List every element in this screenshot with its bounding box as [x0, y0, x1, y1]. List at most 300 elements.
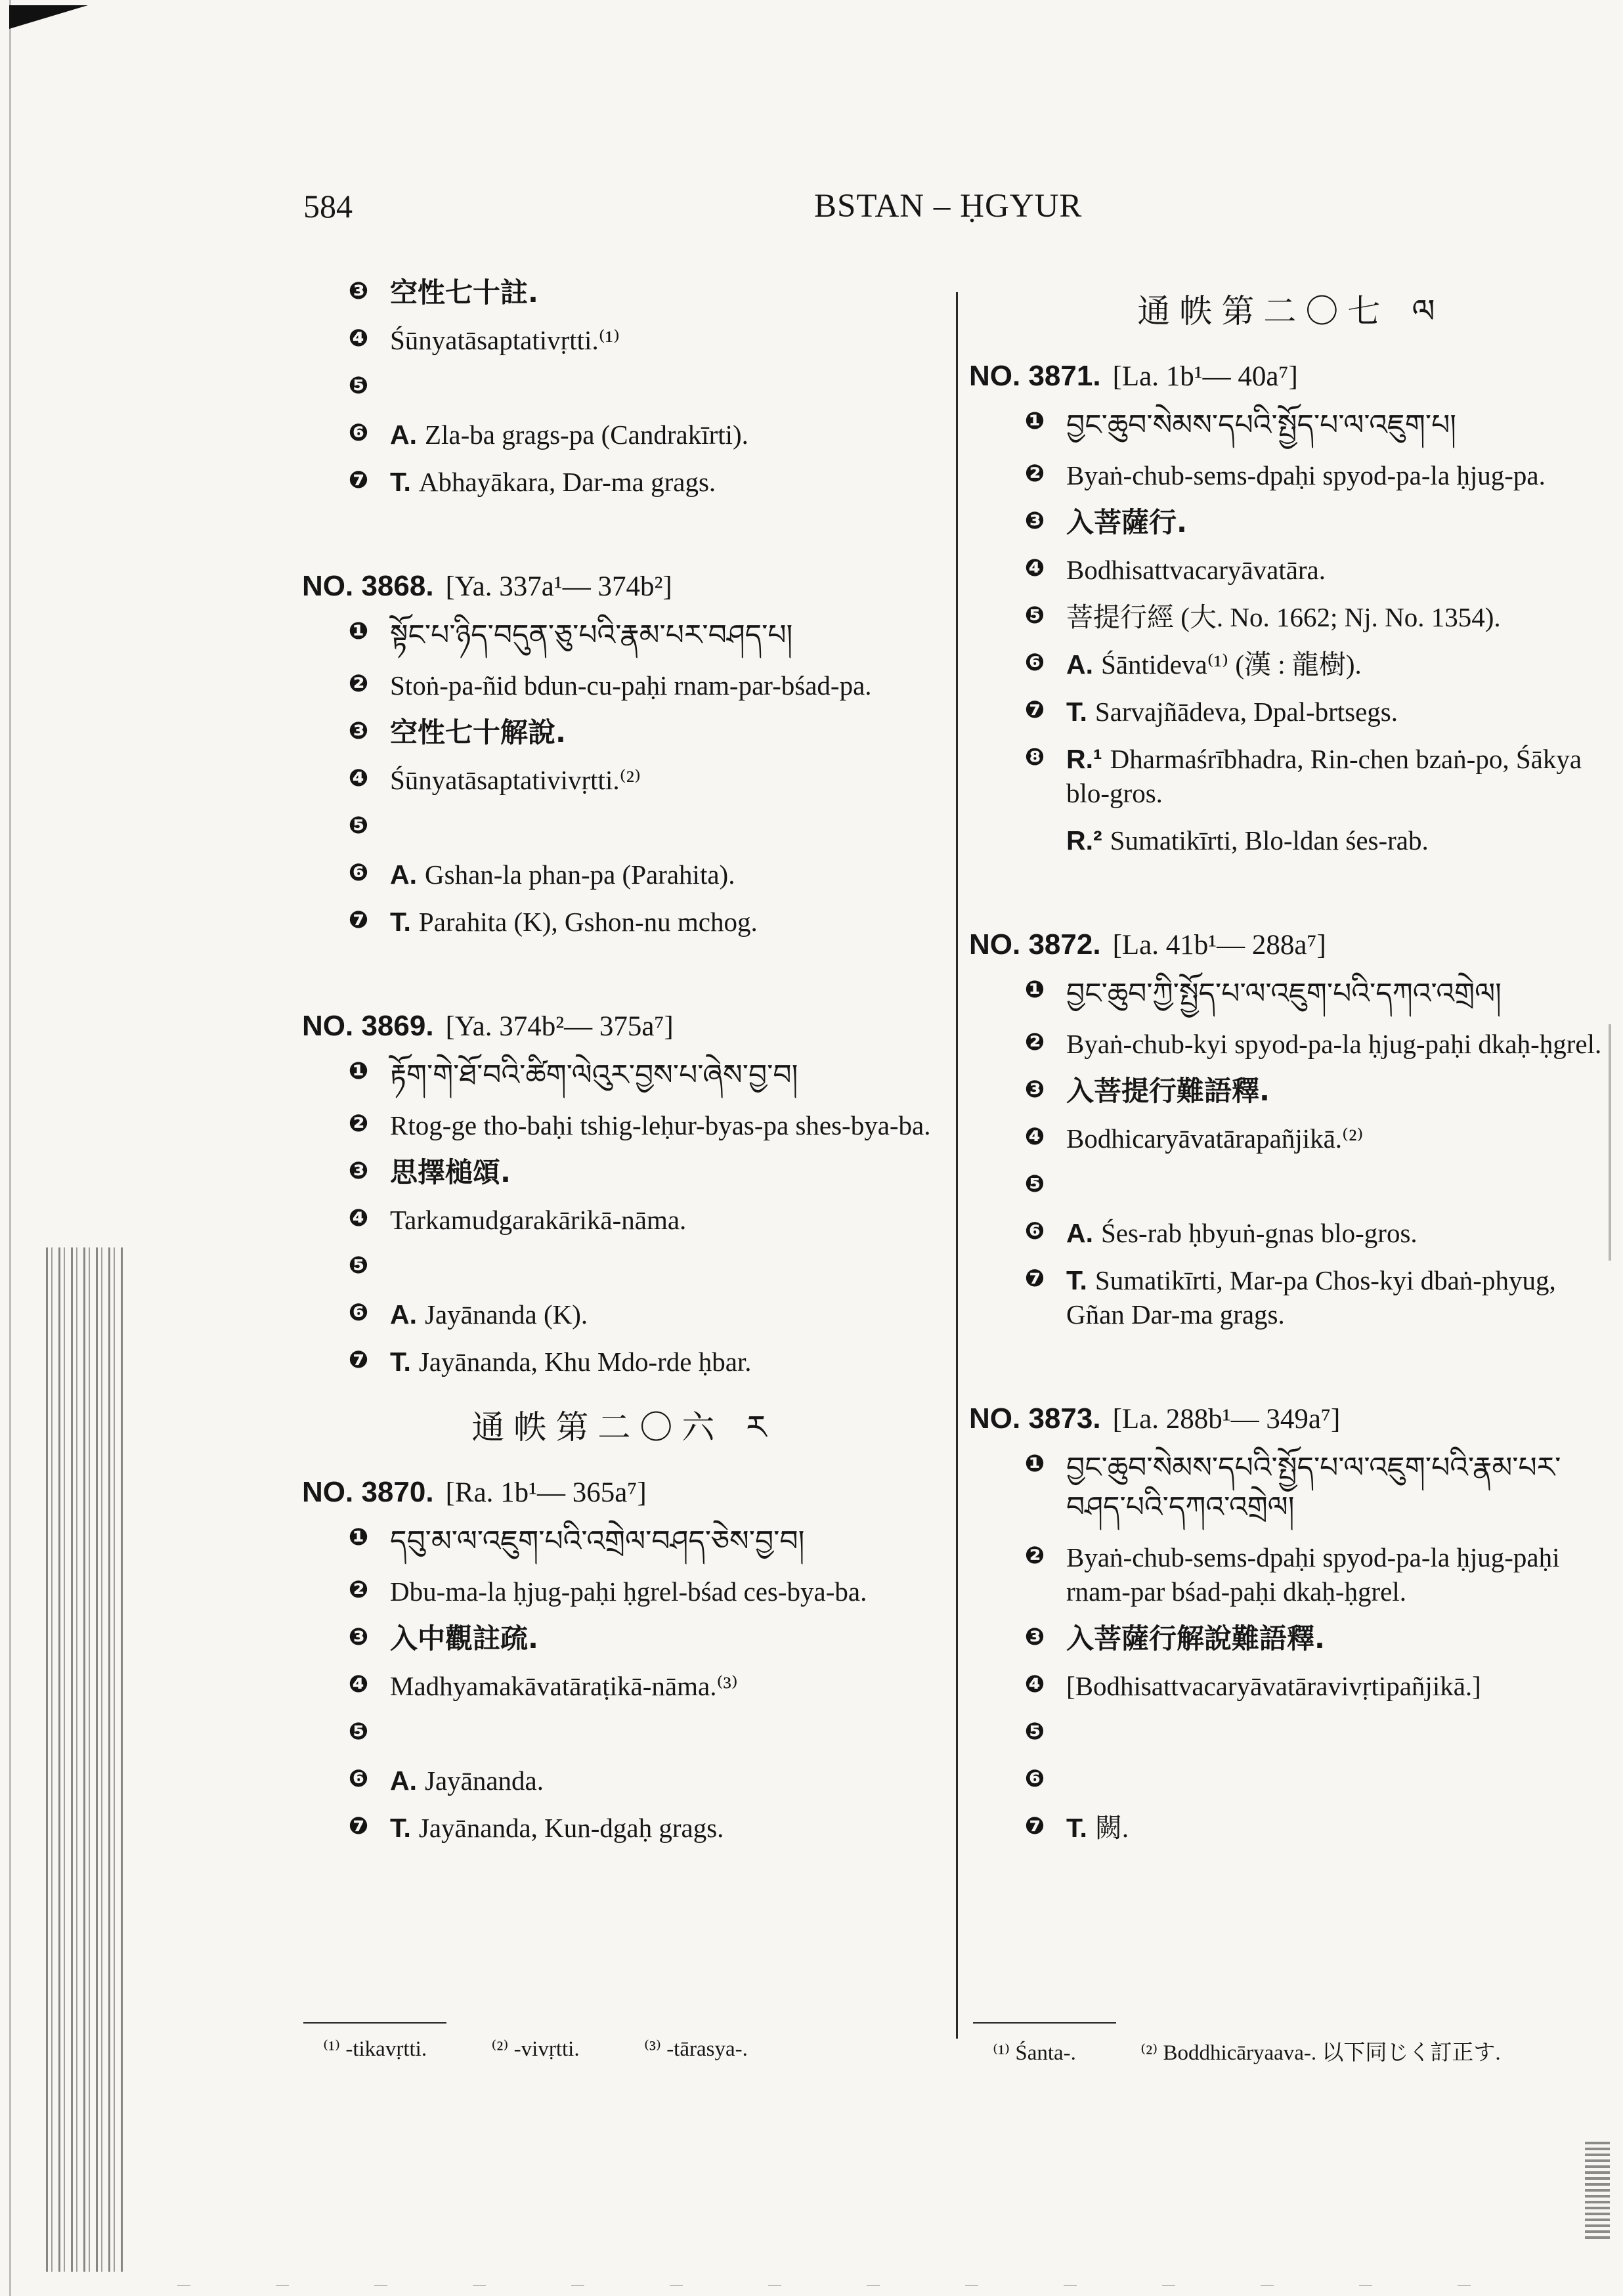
entry-3869	[302, 1056, 945, 1379]
field-row	[302, 763, 945, 797]
field-row	[302, 1203, 945, 1237]
field-number-marker: ❹	[1024, 554, 1045, 582]
field-number-marker: ❺	[1024, 1170, 1045, 1198]
field-text	[1056, 1811, 1612, 1845]
folio-reference: [La. 288b¹— 349a⁷]	[1112, 1404, 1341, 1435]
field-row	[302, 1522, 945, 1561]
field-row	[302, 1622, 945, 1656]
field-row	[302, 1297, 945, 1332]
field-number-column	[969, 1811, 1056, 1840]
left-column	[302, 276, 945, 1858]
field-row	[969, 458, 1612, 492]
field-text	[379, 1574, 945, 1609]
field-number-column	[302, 716, 379, 745]
field-value: 空性七十註.	[390, 276, 538, 309]
field-row	[969, 742, 1612, 810]
field-text	[1056, 1216, 1612, 1250]
field-number-marker: ❺	[1024, 601, 1045, 629]
field-number-marker: ❺	[348, 1251, 369, 1279]
field-text	[379, 1250, 945, 1284]
field-number-column	[969, 695, 1056, 724]
field-number-marker: ❹	[348, 1670, 369, 1698]
field-text	[379, 857, 945, 892]
field-number-column	[969, 1622, 1056, 1651]
field-number-marker: ❶	[1024, 976, 1045, 1003]
field-text	[1056, 695, 1612, 729]
field-value: Byaṅ-chub-kyi spyod-pa-la ḥjug-paḥi dkaḥ-ḥgrel.	[1066, 1029, 1602, 1059]
field-text	[1056, 1622, 1612, 1656]
field-text	[1056, 406, 1612, 445]
field-row	[302, 465, 945, 499]
field-number-column	[302, 1108, 379, 1137]
running-head: BSTAN – ḤGYUR	[814, 188, 1083, 225]
folio-reference: [Ra. 1b¹— 365a⁷]	[445, 1477, 647, 1508]
field-value: Bodhicaryāvatārapañjikā.⁽²⁾	[1066, 1123, 1364, 1154]
field-number-column	[302, 668, 379, 697]
footnote-2: ⁽²⁾ -vivṛtti.	[491, 2037, 580, 2061]
field-number-column	[969, 1448, 1056, 1477]
field-row	[969, 1764, 1612, 1798]
footnote-rule-left	[303, 2022, 446, 2024]
field-number-column	[302, 323, 379, 352]
field-text	[1056, 600, 1612, 634]
field-number-column	[302, 370, 379, 399]
field-row	[302, 1574, 945, 1609]
field-value: སྟོང་པ་ཉིད་བདུན་ཅུ་པའི་རྣམ་པར་བཤད་པ།	[390, 618, 793, 652]
entry-number: NO. 3869.	[302, 1010, 434, 1042]
entry-3867-continued	[302, 276, 945, 499]
field-number-marker: ❸	[348, 1157, 369, 1184]
field-number-column	[302, 465, 379, 494]
field-row	[969, 1169, 1612, 1203]
field-row	[302, 905, 945, 939]
field-number-marker: ❸	[348, 277, 369, 305]
role-label: A.	[1066, 649, 1093, 680]
footnote-1: ⁽¹⁾ -tikavṛtti.	[323, 2037, 427, 2061]
scan-smudge	[1585, 2140, 1610, 2239]
field-value: བྱང་ཆུབ་ཀྱི་སྤྱོད་པ་ལ་འཇུག་པའི་དཀའ་འགྲེལ།	[1066, 977, 1502, 1010]
field-number-column	[302, 1574, 379, 1603]
field-value: Dbu-ma-la ḥjug-paḥi ḥgrel-bśad ces-bya-ba.	[390, 1576, 867, 1607]
field-value: Zla-ba grags-pa (Candrakīrti).	[425, 420, 748, 450]
folio-reference: [La. 41b¹— 288a⁷]	[1112, 930, 1326, 961]
column-divider	[956, 292, 958, 2039]
field-text	[1056, 1263, 1612, 1332]
field-value: Stoṅ-pa-ñid bdun-cu-paḥi rnam-par-bśad-pa.	[390, 670, 872, 701]
field-row	[302, 1811, 945, 1845]
field-text	[379, 370, 945, 404]
field-number-marker: ❺	[348, 812, 369, 839]
field-number-marker: ❶	[348, 1523, 369, 1551]
field-number-marker: ❼	[348, 1346, 369, 1374]
field-text	[379, 616, 945, 655]
field-value: Abhayākara, Dar-ma grags.	[418, 467, 716, 497]
field-number-column	[969, 1716, 1056, 1745]
volume-letter: ར	[746, 1408, 776, 1446]
footnote-rule-right	[973, 2022, 1116, 2024]
field-value: 入菩提行難語釋.	[1066, 1075, 1270, 1107]
entry-number: NO. 3871.	[969, 360, 1101, 392]
role-label: T.	[390, 1347, 411, 1377]
field-text	[379, 1156, 945, 1190]
role-label: R.¹	[1066, 744, 1102, 774]
field-number-marker: ❼	[348, 466, 369, 494]
field-number-marker: ❺	[348, 1718, 369, 1745]
field-number-column	[969, 600, 1056, 629]
footnote-2: ⁽²⁾ Boddhicāryaava-. 以下同じく訂正す.	[1140, 2041, 1501, 2065]
field-number-column	[302, 1056, 379, 1085]
role-label: T.	[1066, 1265, 1087, 1295]
field-number-marker: ❸	[348, 717, 369, 745]
field-value: Sarvajñādeva, Dpal-brtsegs.	[1094, 697, 1398, 727]
field-number-marker: ❼	[1024, 1812, 1045, 1840]
field-text	[1056, 458, 1612, 492]
field-number-column	[302, 616, 379, 645]
field-value: Śūnyatāsaptativṛtti.⁽¹⁾	[390, 325, 620, 355]
field-text	[379, 716, 945, 750]
field-number-column	[302, 810, 379, 839]
entry-number: NO. 3868.	[302, 570, 434, 602]
field-number-column	[969, 406, 1056, 435]
entry-3868-header	[302, 557, 945, 616]
field-value: Dharmaśrībhadra, Rin-chen bzaṅ-po, Śākya blo-gros.	[1066, 744, 1582, 808]
field-value: བྱང་ཆུབ་སེམས་དཔའི་སྤྱོད་པ་ལ་འཇུག་པའི་རྣམ་པར་བཤད་པའི་དཀའ་འགྲེལ།	[1066, 1451, 1561, 1524]
field-row	[969, 1216, 1612, 1250]
field-value: Jayānanda, Khu Mdo-rde ḥbar.	[418, 1347, 752, 1377]
field-row	[969, 1121, 1612, 1156]
field-row	[969, 1027, 1612, 1061]
field-text	[379, 1811, 945, 1845]
field-number-column	[969, 458, 1056, 487]
field-text	[379, 323, 945, 357]
field-value: Byaṅ-chub-sems-dpaḥi spyod-pa-la ḥjug-paḥi rnam-par bśad-paḥi dkaḥ-ḥgrel.	[1066, 1542, 1560, 1607]
field-number-marker: ❸	[1024, 507, 1045, 534]
field-row	[969, 1263, 1612, 1332]
field-value: Gshan-la phan-pa (Parahita).	[425, 859, 735, 890]
field-number-marker: ❻	[348, 419, 369, 446]
field-number-marker: ❹	[348, 324, 369, 352]
field-number-marker: ❼	[1024, 696, 1045, 724]
field-text	[379, 1345, 945, 1379]
field-row	[302, 1056, 945, 1095]
field-number-marker: ❻	[1024, 649, 1045, 676]
field-row	[302, 1156, 945, 1190]
field-number-column	[969, 1074, 1056, 1103]
field-number-column	[302, 905, 379, 934]
entry-3872	[969, 974, 1612, 1332]
field-row	[969, 695, 1612, 729]
field-value: Byaṅ-chub-sems-dpaḥi spyod-pa-la ḥjug-pa.	[1066, 460, 1546, 490]
field-text	[1056, 1669, 1612, 1703]
field-text	[379, 668, 945, 703]
field-value: Sumatikīrti, Mar-pa Chos-kyi dbaṅ-phyug, Gñan Dar-ma grags.	[1066, 1265, 1556, 1330]
field-value: 入菩薩行解說難語釋.	[1066, 1622, 1325, 1655]
field-text	[379, 1297, 945, 1332]
entry-3871-header	[969, 347, 1612, 406]
field-row	[302, 418, 945, 452]
role-label: T.	[390, 467, 411, 497]
field-value: Jayānanda (K).	[425, 1299, 588, 1330]
field-number-column	[302, 1669, 379, 1698]
field-value: Madhyamakāvatāraṭikā-nāma.⁽³⁾	[390, 1671, 738, 1701]
role-label: A.	[390, 1299, 417, 1330]
field-row	[969, 406, 1612, 445]
field-value: Śes-rab ḥbyuṅ-gnas blo-gros.	[1101, 1218, 1417, 1248]
field-text	[1056, 1169, 1612, 1203]
field-row	[302, 716, 945, 750]
folio-reference: [La. 1b¹— 40a⁷]	[1112, 361, 1298, 392]
field-text	[379, 1108, 945, 1142]
folio-reference: [Ya. 374b²— 375a⁷]	[445, 1011, 674, 1042]
reviser-2	[969, 823, 1612, 857]
role-label: A.	[390, 420, 417, 450]
entry-3873	[969, 1448, 1612, 1845]
entry-3873-header	[969, 1389, 1612, 1448]
field-text	[1056, 1764, 1612, 1798]
field-number-column	[302, 1764, 379, 1792]
field-value: Parahita (K), Gshon-nu mchog.	[418, 907, 758, 937]
field-number-marker: ❶	[1024, 407, 1045, 435]
scan-noise	[46, 1247, 125, 2272]
field-number-marker: ❷	[348, 670, 369, 697]
field-text	[379, 1669, 945, 1703]
field-value: དབུ་མ་ལ་འཇུག་པའི་འགྲེལ་བཤད་ཅེས་བྱ་བ།	[390, 1525, 805, 1558]
field-text	[1056, 553, 1612, 587]
field-row	[302, 1764, 945, 1798]
field-number-column	[302, 857, 379, 886]
field-text	[1056, 1448, 1612, 1527]
reviser-names: Sumatikīrti, Blo-ldan śes-rab.	[1110, 825, 1429, 856]
field-number-column	[969, 506, 1056, 534]
field-text	[379, 465, 945, 499]
entry-3871	[969, 406, 1612, 810]
entry-3868	[302, 616, 945, 939]
field-row	[969, 974, 1612, 1014]
field-text	[379, 1622, 945, 1656]
field-row	[302, 1669, 945, 1703]
field-number-marker: ❼	[348, 1812, 369, 1840]
field-number-column	[302, 276, 379, 305]
field-number-column	[969, 1540, 1056, 1569]
entry-3869-header	[302, 997, 945, 1056]
field-value: Tarkamudgarakārikā-nāma.	[390, 1205, 687, 1235]
field-number-column	[302, 1345, 379, 1374]
field-text	[379, 763, 945, 797]
field-number-marker: ❹	[1024, 1123, 1045, 1150]
field-row	[302, 810, 945, 844]
field-text	[379, 905, 945, 939]
field-row	[969, 1074, 1612, 1108]
field-number-marker: ❶	[1024, 1450, 1045, 1477]
field-number-column	[969, 1764, 1056, 1792]
role-label: T.	[390, 907, 411, 937]
field-text	[379, 276, 945, 310]
entry-number: NO. 3873.	[969, 1402, 1101, 1435]
volume-letter: ལ	[1412, 292, 1444, 330]
section-title: 通帙第二〇六	[471, 1408, 724, 1446]
field-row	[969, 1448, 1612, 1527]
field-number-column	[969, 647, 1056, 676]
field-number-marker: ❷	[1024, 1542, 1045, 1569]
field-value: 入菩薩行.	[1066, 506, 1187, 538]
role-label: T.	[1066, 1813, 1087, 1843]
field-number-marker: ❻	[1024, 1765, 1045, 1792]
field-row	[969, 506, 1612, 540]
role-label: A.	[390, 1765, 417, 1796]
field-value: 闕.	[1094, 1813, 1129, 1843]
field-text	[1056, 974, 1612, 1014]
field-number-marker: ❹	[348, 1204, 369, 1232]
field-value: Rtog-ge tho-baḥi tshig-leḥur-byas-pa shes-bya-ba.	[390, 1110, 931, 1140]
field-number-marker: ❼	[348, 906, 369, 934]
field-number-column	[302, 1203, 379, 1232]
field-text	[379, 1056, 945, 1095]
entry-3872-header	[969, 915, 1612, 974]
field-number-column	[302, 1250, 379, 1279]
field-number-marker: ❸	[1024, 1075, 1045, 1103]
field-row	[302, 1716, 945, 1750]
field-text	[1056, 647, 1612, 682]
field-value: Śāntideva⁽¹⁾ (漢 : 龍樹).	[1101, 649, 1362, 680]
field-text	[1056, 1121, 1612, 1156]
field-row	[969, 647, 1612, 682]
field-number-marker: ❷	[348, 1110, 369, 1137]
field-value: [Bodhisattvacaryāvatāravivṛtipañjikā.]	[1066, 1671, 1481, 1701]
field-number-marker: ❽	[1024, 743, 1045, 771]
field-row	[969, 1716, 1612, 1750]
field-number-marker: ❻	[1024, 1217, 1045, 1245]
field-text	[1056, 1074, 1612, 1108]
field-number-marker: ❻	[348, 1299, 369, 1326]
field-value: 菩提行經 (大. No. 1662; Nj. No. 1354).	[1066, 602, 1501, 632]
field-value: Jayānanda, Kun-dgaḥ grags.	[418, 1813, 724, 1843]
page-number: 584	[303, 188, 353, 225]
entry-number: NO. 3872.	[969, 928, 1101, 961]
field-text	[379, 1764, 945, 1798]
field-number-marker: ❶	[348, 617, 369, 645]
field-number-column	[302, 1297, 379, 1326]
scan-left-edge	[9, 0, 11, 2296]
field-row	[969, 1540, 1612, 1609]
field-text	[1056, 1716, 1612, 1750]
field-number-marker: ❸	[348, 1623, 369, 1651]
field-number-marker: ❷	[1024, 1028, 1045, 1056]
field-number-column	[302, 1522, 379, 1551]
entry-number: NO. 3870.	[302, 1476, 434, 1508]
field-row	[969, 600, 1612, 634]
field-row	[302, 857, 945, 892]
field-text	[379, 418, 945, 452]
field-number-column	[969, 1263, 1056, 1292]
field-text	[379, 810, 945, 844]
field-value: 空性七十解說.	[390, 716, 566, 748]
field-row	[302, 1108, 945, 1142]
field-text	[1056, 742, 1612, 810]
field-text	[1056, 1540, 1612, 1609]
role-label: T.	[1066, 697, 1087, 727]
field-number-column	[969, 553, 1056, 582]
field-text	[379, 1716, 945, 1750]
field-text	[379, 1522, 945, 1561]
field-number-column	[969, 1027, 1056, 1056]
section-heading	[302, 1392, 945, 1463]
field-number-column	[302, 1716, 379, 1745]
right-column	[969, 276, 1612, 1858]
field-text	[1056, 1027, 1612, 1061]
role-label: A.	[390, 859, 417, 890]
field-row	[302, 668, 945, 703]
field-number-marker: ❻	[348, 859, 369, 886]
field-row	[302, 616, 945, 655]
field-value: 入中觀註疏.	[390, 1622, 538, 1655]
field-number-column	[969, 1216, 1056, 1245]
field-row	[302, 1250, 945, 1284]
scan-bottom-specks	[177, 2285, 1556, 2286]
field-number-column	[969, 974, 1056, 1003]
footnote-1: ⁽¹⁾ Śanta-.	[993, 2041, 1076, 2065]
corner-mark	[9, 5, 88, 29]
role-label: A.	[1066, 1218, 1093, 1248]
folio-reference: [Ya. 337a¹— 374b²]	[445, 571, 672, 602]
field-number-marker: ❺	[1024, 1718, 1045, 1745]
field-number-marker: ❸	[1024, 1623, 1045, 1651]
field-text	[1056, 506, 1612, 540]
field-number-marker: ❺	[348, 372, 369, 399]
field-row	[302, 1345, 945, 1379]
section-heading	[969, 276, 1612, 347]
entry-3870-header	[302, 1463, 945, 1522]
footnotes-right	[993, 2035, 1560, 2066]
field-text	[379, 1203, 945, 1237]
field-number-column	[969, 1121, 1056, 1150]
field-row	[969, 553, 1612, 587]
field-number-column	[302, 418, 379, 446]
field-number-marker: ❻	[348, 1765, 369, 1792]
section-title: 通帙第二〇七	[1137, 292, 1390, 330]
field-number-marker: ❼	[1024, 1265, 1045, 1292]
field-value: Bodhisattvacaryāvatāra.	[1066, 555, 1326, 585]
field-number-column	[302, 1622, 379, 1651]
field-value: རྟོག་གེ་ཐོ་བའི་ཚིག་ལེའུར་བྱས་པ་ཞེས་བྱ་བ།	[390, 1058, 798, 1092]
field-value: Śūnyatāsaptativivṛtti.⁽²⁾	[390, 765, 641, 795]
field-number-marker: ❷	[1024, 460, 1045, 487]
field-number-column	[969, 742, 1056, 771]
field-row	[302, 323, 945, 357]
role-label: R.²	[1066, 825, 1102, 856]
field-value: བྱང་ཆུབ་སེམས་དཔའི་སྤྱོད་པ་ལ་འཇུག་པ།	[1066, 408, 1457, 442]
footnote-3: ⁽³⁾ -tārasya-.	[643, 2037, 748, 2061]
field-number-marker: ❹	[348, 764, 369, 792]
role-label: T.	[390, 1813, 411, 1843]
field-number-marker: ❶	[348, 1057, 369, 1085]
field-number-column	[302, 763, 379, 792]
field-number-marker: ❹	[1024, 1670, 1045, 1698]
footnotes-left	[323, 2035, 807, 2062]
field-number-column	[969, 1169, 1056, 1198]
field-row	[302, 370, 945, 404]
field-row	[302, 276, 945, 310]
field-number-column	[969, 1669, 1056, 1698]
field-number-marker: ❷	[348, 1576, 369, 1603]
field-value: 思擇槌頌.	[390, 1156, 511, 1188]
entry-3870	[302, 1522, 945, 1845]
field-row	[969, 1622, 1612, 1656]
field-value: Jayānanda.	[425, 1765, 544, 1796]
field-number-column	[302, 1811, 379, 1840]
field-number-column	[302, 1156, 379, 1184]
field-row	[969, 1669, 1612, 1703]
field-row	[969, 1811, 1612, 1845]
